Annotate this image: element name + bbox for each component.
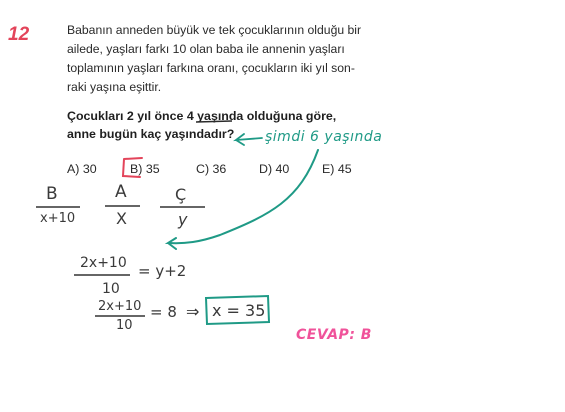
question-bold-line-1: Çocukları 2 yıl önce 4 yaşında olduğuna göre, — [67, 109, 337, 123]
question-line-2: ailede, yaşları farkı 10 olan baba ile annenin yaşları — [67, 42, 345, 56]
option-a-letter: A) — [67, 162, 80, 176]
frac-b-denominator: x+10 — [40, 211, 76, 226]
frac-c-numerator: Ç — [175, 185, 187, 204]
option-b-circle — [123, 158, 142, 177]
eq2-rhs: = 8 — [150, 303, 177, 321]
option-b-value: 35 — [145, 162, 160, 176]
note-arrow — [236, 134, 262, 145]
option-d-letter: D) — [259, 162, 273, 176]
underline-mark — [196, 121, 232, 122]
eq2-denominator: 10 — [116, 318, 133, 333]
eq2-numerator: 2x+10 — [98, 299, 142, 314]
question-number: 12 — [8, 24, 30, 45]
frac-b-numerator: B — [46, 184, 58, 204]
option-a-value: 30 — [82, 162, 97, 176]
option-e-letter: E) — [322, 162, 335, 176]
eq2-arrow: ⇒ — [186, 302, 200, 321]
result-value: x = 35 — [212, 301, 266, 320]
option-c-value: 36 — [212, 162, 227, 176]
question-line-1: Babanın anneden büyük ve tek çocuklarının olduğu bir — [67, 23, 362, 37]
handwritten-note: şimdi 6 yaşında — [265, 129, 383, 145]
frac-c-denominator: y — [178, 210, 188, 229]
question-bold-line-2: anne bugün kaç yaşındadır? — [67, 127, 235, 141]
frac-a-denominator: X — [116, 209, 127, 228]
option-d-value: 40 — [275, 162, 290, 176]
option-c-letter: C) — [196, 162, 210, 176]
option-b-letter: B) — [130, 162, 143, 176]
question-line-4: raki yaşına eşittir. — [67, 80, 162, 94]
eq1-denominator: 10 — [102, 281, 120, 297]
frac-a-numerator: A — [115, 182, 127, 202]
eq1-numerator: 2x+10 — [80, 255, 127, 271]
result-box — [206, 296, 269, 324]
option-e-value: 45 — [337, 162, 352, 176]
answer-label: CEVAP: B — [296, 327, 372, 343]
eq1-rhs: = y+2 — [138, 262, 187, 280]
curved-arrow — [168, 150, 318, 249]
question-line-3: toplamının yaşları farkına oranı, çocukların iki yıl son- — [67, 61, 355, 75]
